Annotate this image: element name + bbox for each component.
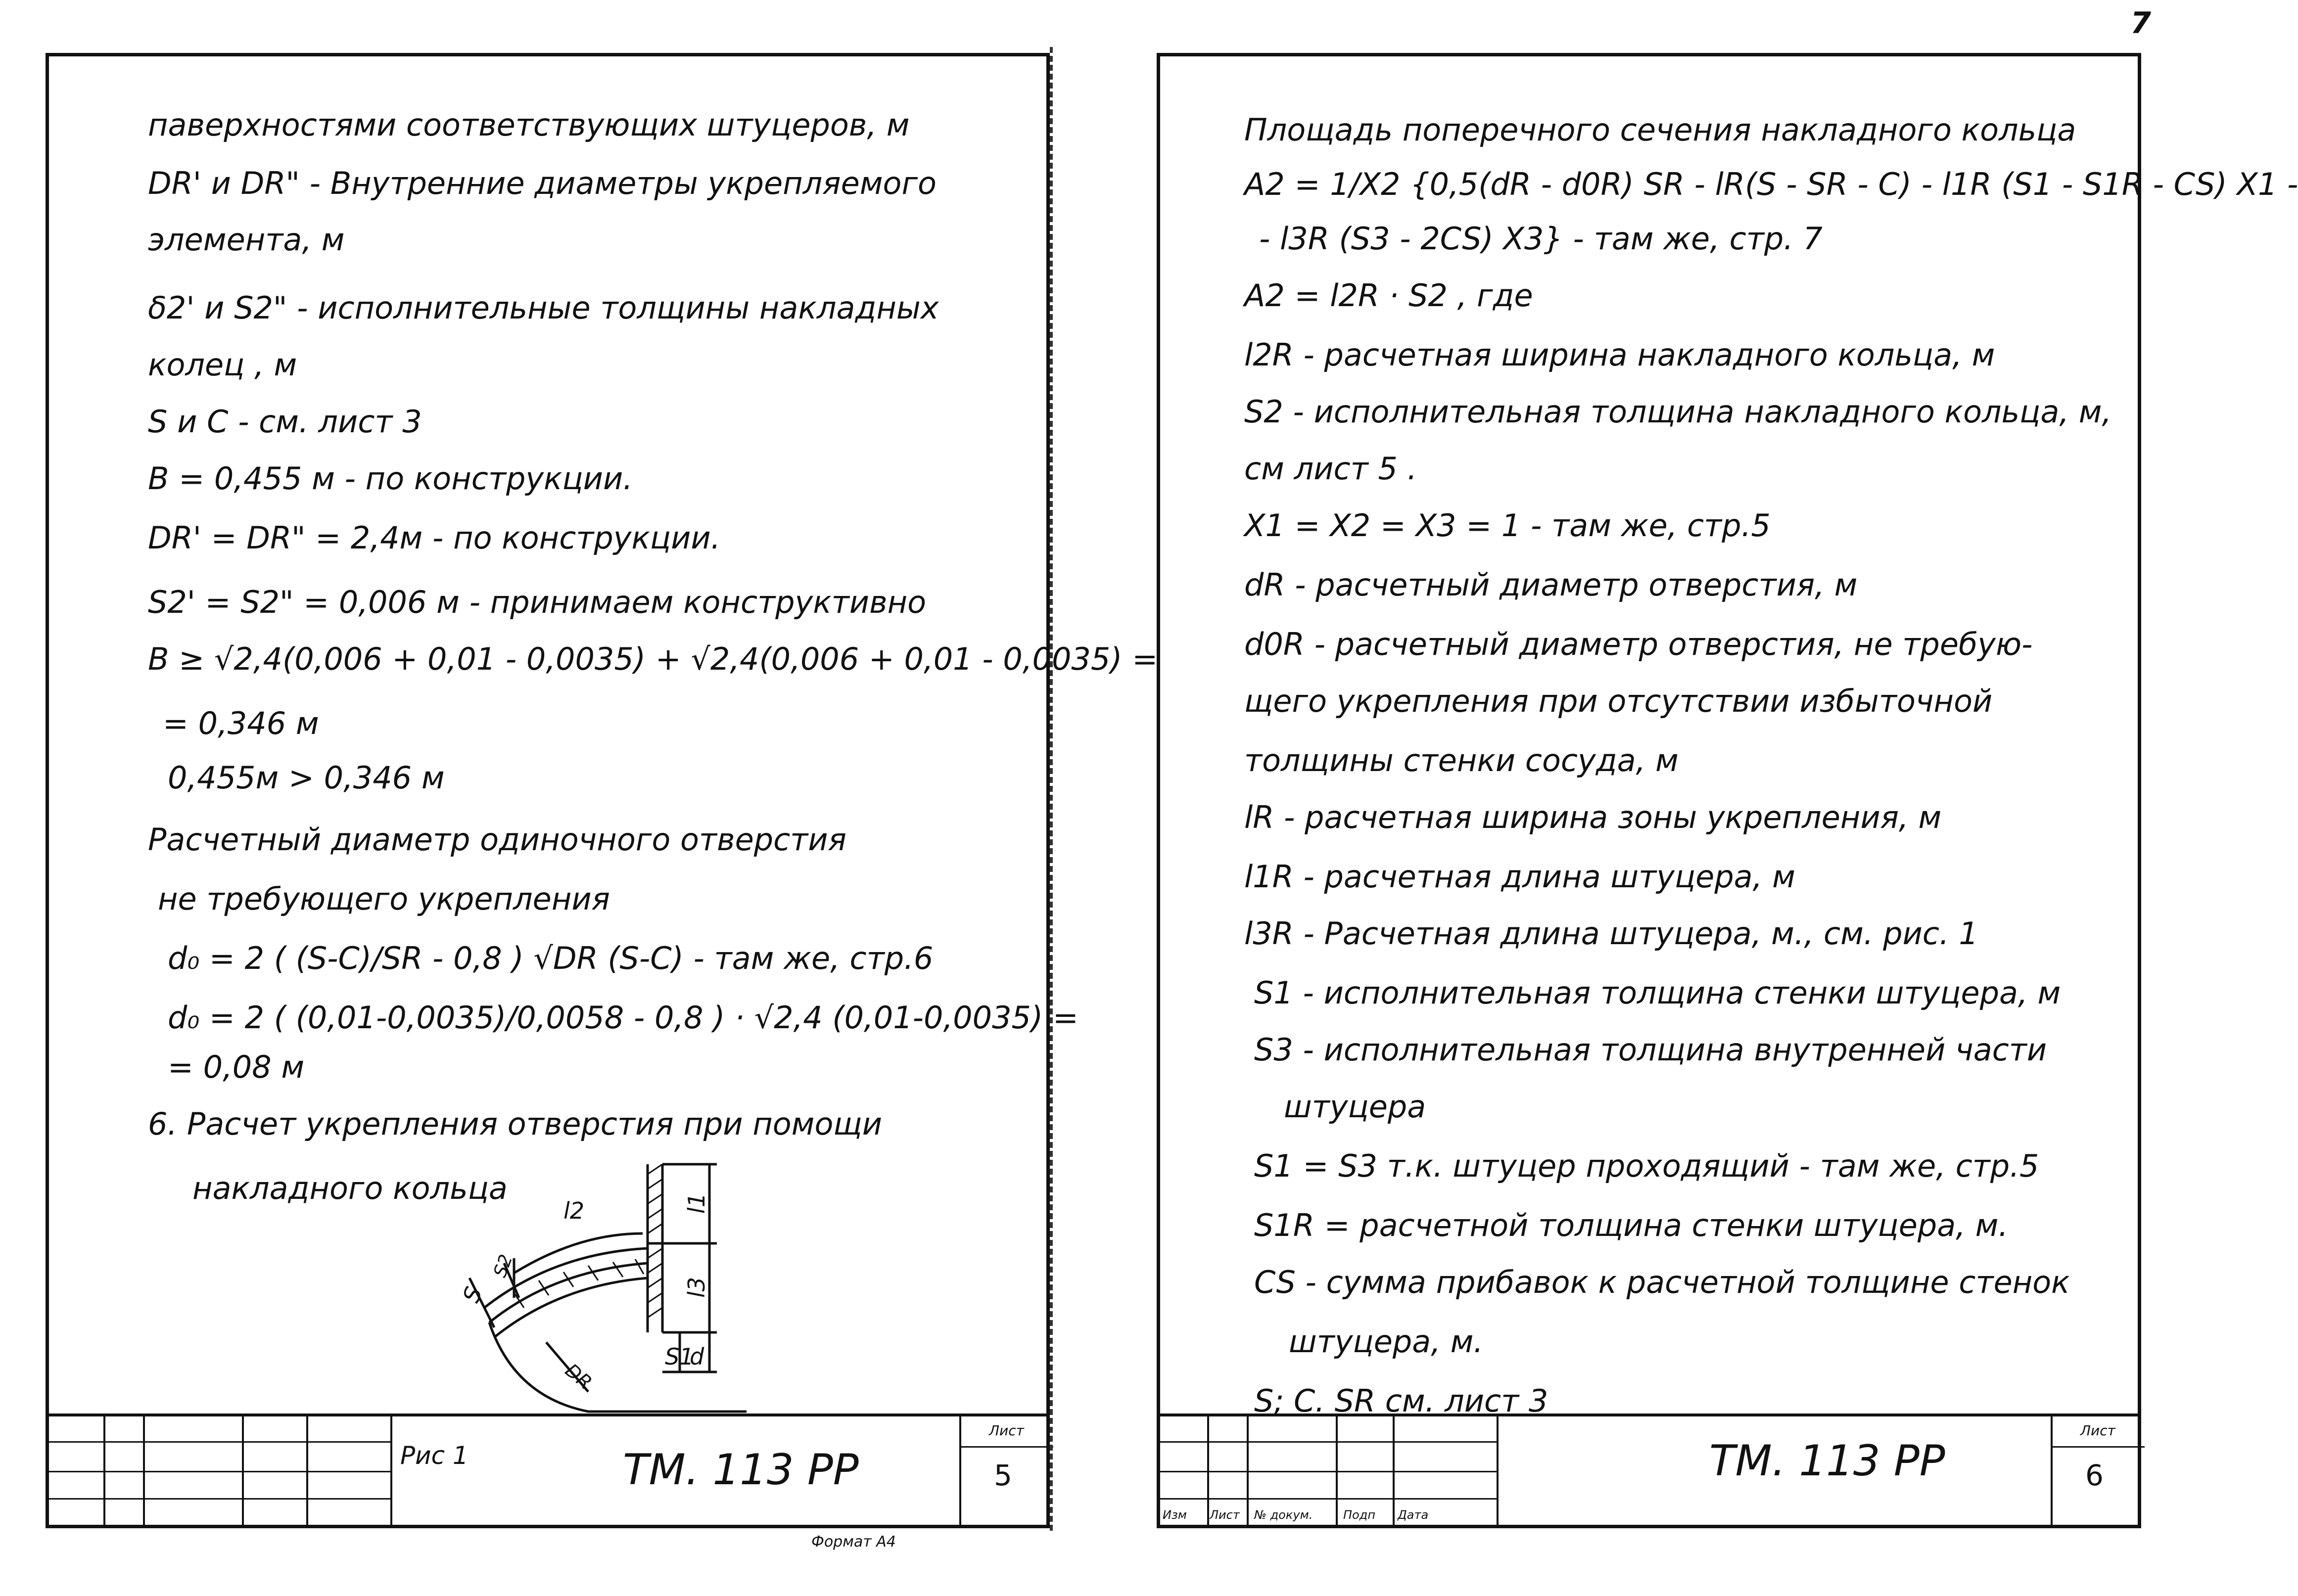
fig-label-l2: l2 <box>563 1197 585 1224</box>
text-line: X1 = X2 = X3 = 1 - там же, стр.5 <box>1244 507 1771 544</box>
text-line: S2 - исполнительная толщина накладного кольца, м, <box>1244 394 2112 430</box>
text-line: штуцера <box>1284 1089 1426 1125</box>
text-line: d₀ = 2 ( (S-C)/SR - 0,8 ) √DR (S-C) - там же, стр.6 <box>168 940 934 976</box>
fig-label-s1: S1 <box>665 1343 694 1370</box>
text-line: d₀ = 2 ( (0,01-0,0035)/0,0058 - 0,8 ) · √2,4 (0,01-0,0035) = <box>168 1000 1079 1036</box>
col-title-podp: Подп <box>1343 1508 1376 1522</box>
figure-ring-reinforcement <box>440 1144 836 1421</box>
text-line: B ≥ √2,4(0,006 + 0,01 - 0,0035) + √2,4(0,006 + 0,01 - 0,0035) = <box>148 641 1158 677</box>
fig-label-d: d <box>690 1343 704 1370</box>
fig-label-s2: S2 <box>490 1252 517 1280</box>
text-line: A2 = 1/X2 {0,5(dR - d0R) SR - lR(S - SR - C) - l1R (S1 - S1R - CS) X1 - <box>1244 166 2298 202</box>
text-line: S2' = S2" = 0,006 м - принимаем конструктивно <box>148 584 927 620</box>
text-line: элемента, м <box>148 222 345 258</box>
text-line: dR - расчетный диаметр отверстия, м <box>1244 567 1858 603</box>
col-title-doc: № докум. <box>1254 1508 1313 1522</box>
text-line: щего укрепления при отсутствии избыточной <box>1244 683 1993 719</box>
text-line: колец , м <box>148 347 297 383</box>
text-line: паверхностями соответствующих штуцеров, м <box>148 107 910 143</box>
text-line: l2R - расчетная ширина накладного кольца, м <box>1244 337 1995 373</box>
text-line: 0,455м > 0,346 м <box>168 760 445 796</box>
text-line: Расчетный диаметр одиночного отверстия <box>148 821 846 858</box>
left-sheet <box>46 53 1158 1528</box>
title-block <box>1160 1414 2138 1525</box>
document-id: TM. 113 PP <box>623 1445 859 1495</box>
text-line: S3 - исполнительная толщина внутренней части <box>1254 1032 2047 1068</box>
sheet-number: 5 <box>994 1459 1012 1492</box>
col-title-izm: Изм <box>1163 1508 1187 1522</box>
text-line: l3R - Расчетная длина штуцера, м., см. рис. 1 <box>1244 915 1978 952</box>
text-line: S; C. SR см. лист 3 <box>1254 1383 1548 1419</box>
text-line: не требующего укрепления <box>158 881 610 917</box>
text-line: 6. Расчет укрепления отверстия при помощи <box>148 1106 883 1142</box>
format-note: Формат А4 <box>811 1533 896 1550</box>
page-divider <box>1050 47 1053 1531</box>
right-sheet <box>1157 53 2298 1528</box>
title-block <box>49 1414 1046 1525</box>
figure-caption: Рис 1 <box>400 1441 469 1470</box>
sheet-label: Лист <box>989 1422 1024 1439</box>
document-id: TM. 113 PP <box>1709 1436 1945 1486</box>
text-line: = 0,346 м <box>163 705 319 741</box>
text-line: l1R - расчетная длина штуцера, м <box>1244 859 1795 895</box>
text-line: DR' и DR" - Внутренние диаметры укрепляемого <box>148 165 937 201</box>
text-line: CS - сумма прибавок к расчетной толщине стенок <box>1254 1264 2070 1300</box>
text-line: = 0,08 м <box>168 1049 305 1085</box>
text-line: lR - расчетная ширина зоны укрепления, м <box>1244 799 1942 835</box>
text-line: - l3R (S3 - 2CS) X3} - там же, стр. 7 <box>1259 221 1823 257</box>
text-line: B = 0,455 м - по конструкции. <box>148 460 633 497</box>
text-line: штуцера, м. <box>1289 1323 1484 1360</box>
text-line: толщины стенки сосуда, м <box>1244 742 1679 778</box>
text-line: Площадь поперечного сечения накладного кольца <box>1244 112 2076 148</box>
text-line: накладного кольца <box>192 1170 508 1206</box>
text-line: S1 - исполнительная толщина стенки штуцера, м <box>1254 975 2061 1011</box>
text-line: S и C - см. лист 3 <box>148 404 422 440</box>
fig-label-l3: l3 <box>683 1277 710 1298</box>
text-line: DR' = DR" = 2,4м - по конструкции. <box>148 520 721 556</box>
fig-label-s: S <box>457 1283 488 1306</box>
text-line: A2 = l2R · S2 , где <box>1244 277 1533 314</box>
page-number: 7 <box>2130 6 2151 41</box>
col-title-list: Лист <box>1210 1508 1240 1522</box>
text-line: см лист 5 . <box>1244 451 1417 487</box>
sheet-number: 6 <box>2085 1459 2104 1492</box>
text-line: S1R = расчетной толщина стенки штуцера, м. <box>1254 1207 2009 1243</box>
text-line: S1 = S3 т.к. штуцер проходящий - там же, стр.5 <box>1254 1148 2039 1184</box>
fig-label-l1: l1 <box>683 1192 710 1214</box>
fig-label-dr: DR <box>561 1359 597 1394</box>
sheet-label: Лист <box>2080 1422 2115 1439</box>
text-line: d0R - расчетный диаметр отверстия, не требую- <box>1244 626 2033 662</box>
text-line: δ2' и S2" - исполнительные толщины накладных <box>148 290 939 326</box>
col-title-date: Дата <box>1398 1508 1429 1522</box>
